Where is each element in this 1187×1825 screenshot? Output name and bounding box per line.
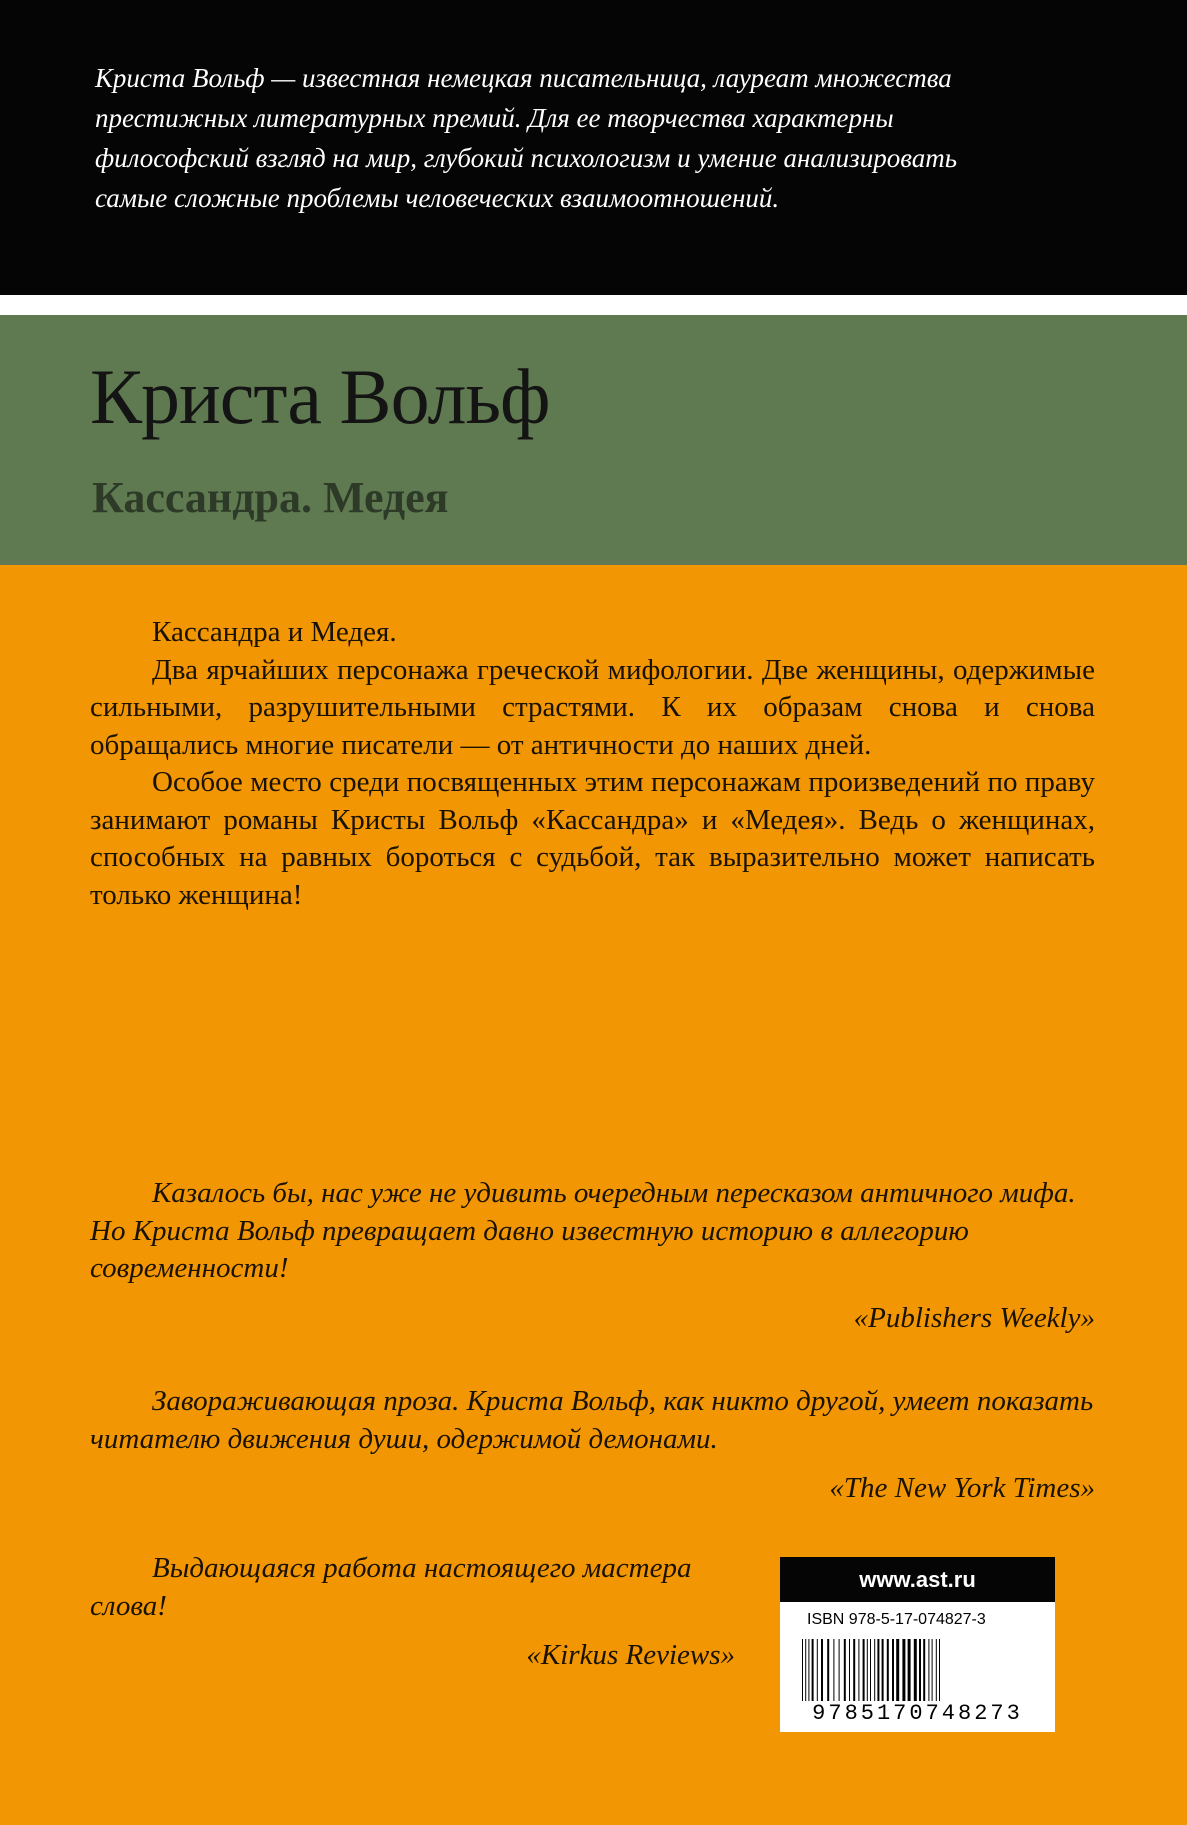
barcode-bar xyxy=(923,1639,925,1701)
description-paragraph: Особое место среди посвященных этим персонажам произведений по праву занимают романы Кристы Вольф «Кассандра» и «Медея». Ведь о женщинах, способных на равных бороться с судьбой, так выразительно может написать только женщина! xyxy=(90,766,1095,911)
author-bio xyxy=(95,58,1105,218)
isbn-label: ISBN 978-5-17-074827-3 xyxy=(807,1611,986,1628)
barcode-bar xyxy=(867,1639,868,1701)
barcode-bar xyxy=(863,1639,865,1701)
barcode-bar xyxy=(874,1639,875,1701)
barcode-bar xyxy=(877,1639,879,1701)
barcode-bar xyxy=(887,1639,889,1701)
barcode-bar xyxy=(808,1639,809,1701)
barcode-bar xyxy=(914,1639,917,1701)
quote-source: «Kirkus Reviews» xyxy=(526,1639,735,1671)
review-quote xyxy=(90,1175,1095,1337)
barcode-bar xyxy=(833,1639,834,1701)
author-name: Криста Вольф xyxy=(90,353,550,440)
barcode-bar xyxy=(812,1639,814,1701)
barcode-block xyxy=(780,1557,1055,1732)
barcode-bars xyxy=(802,1639,1033,1701)
book-titles: Кассандра. Медея xyxy=(92,473,449,522)
barcode-bar xyxy=(839,1639,840,1701)
barcode-bar xyxy=(908,1639,911,1701)
description-paragraph: Два ярчайших персонажа греческой мифологии. Две женщины, одержимые сильными, разрушительными страстями. К их образам снова и снова обращались многие писатели — от античности до наших дней. xyxy=(90,653,1095,761)
barcode-bar xyxy=(802,1639,803,1701)
barcode-bar xyxy=(932,1639,933,1701)
barcode-bar xyxy=(919,1639,921,1701)
barcode-bar xyxy=(902,1639,905,1701)
barcode-bar xyxy=(858,1639,859,1701)
barcode-bar xyxy=(892,1639,894,1701)
barcode-digits: 9785170748273 xyxy=(812,1701,1023,1726)
review-quote xyxy=(90,1383,1095,1508)
barcode-bar xyxy=(896,1639,899,1701)
barcode-bar xyxy=(939,1639,940,1701)
publisher-url: www.ast.ru xyxy=(780,1557,1055,1602)
barcode-bar xyxy=(936,1639,937,1701)
quote-source: «Publishers Weekly» xyxy=(853,1301,1095,1334)
bio-line: философский взгляд на мир, глубокий психологизм и умение анализировать xyxy=(95,143,958,173)
barcode-bar xyxy=(870,1639,871,1701)
quote-text: Выдающаяся работа настоящего мастера слова! xyxy=(90,1552,692,1622)
barcode-bar xyxy=(882,1639,884,1701)
bio-line: самые сложные проблемы человеческих взаимоотношений. xyxy=(95,183,780,213)
barcode-bar xyxy=(849,1639,850,1701)
quote-text: Завораживающая проза. Криста Вольф, как никто другой, умеет показать читателю движения души, одержимой демонами. xyxy=(90,1385,1094,1455)
quote-source: «The New York Times» xyxy=(829,1472,1095,1504)
barcode-bar xyxy=(805,1639,806,1701)
barcode-bar xyxy=(821,1639,823,1701)
barcode-bar xyxy=(827,1639,829,1701)
description-paragraph: Кассандра и Медея. xyxy=(152,616,397,648)
barcode-bar xyxy=(928,1639,929,1701)
quote-text: Казалось бы, нас уже не удивить очередным пересказом античного мифа. Но Криста Вольф превращает давно известную историю в аллегорию современности! xyxy=(90,1177,1076,1284)
barcode-bar xyxy=(853,1639,855,1701)
barcode-bar xyxy=(844,1639,846,1701)
barcode-bar xyxy=(817,1639,818,1701)
book-description xyxy=(90,614,1095,914)
bio-line: Криста Вольф — известная немецкая писательница, лауреат множества xyxy=(95,63,952,93)
review-quote xyxy=(90,1550,735,1675)
white-divider xyxy=(0,295,1187,315)
bio-line: престижных литературных премий. Для ее творчества характерны xyxy=(95,103,894,133)
